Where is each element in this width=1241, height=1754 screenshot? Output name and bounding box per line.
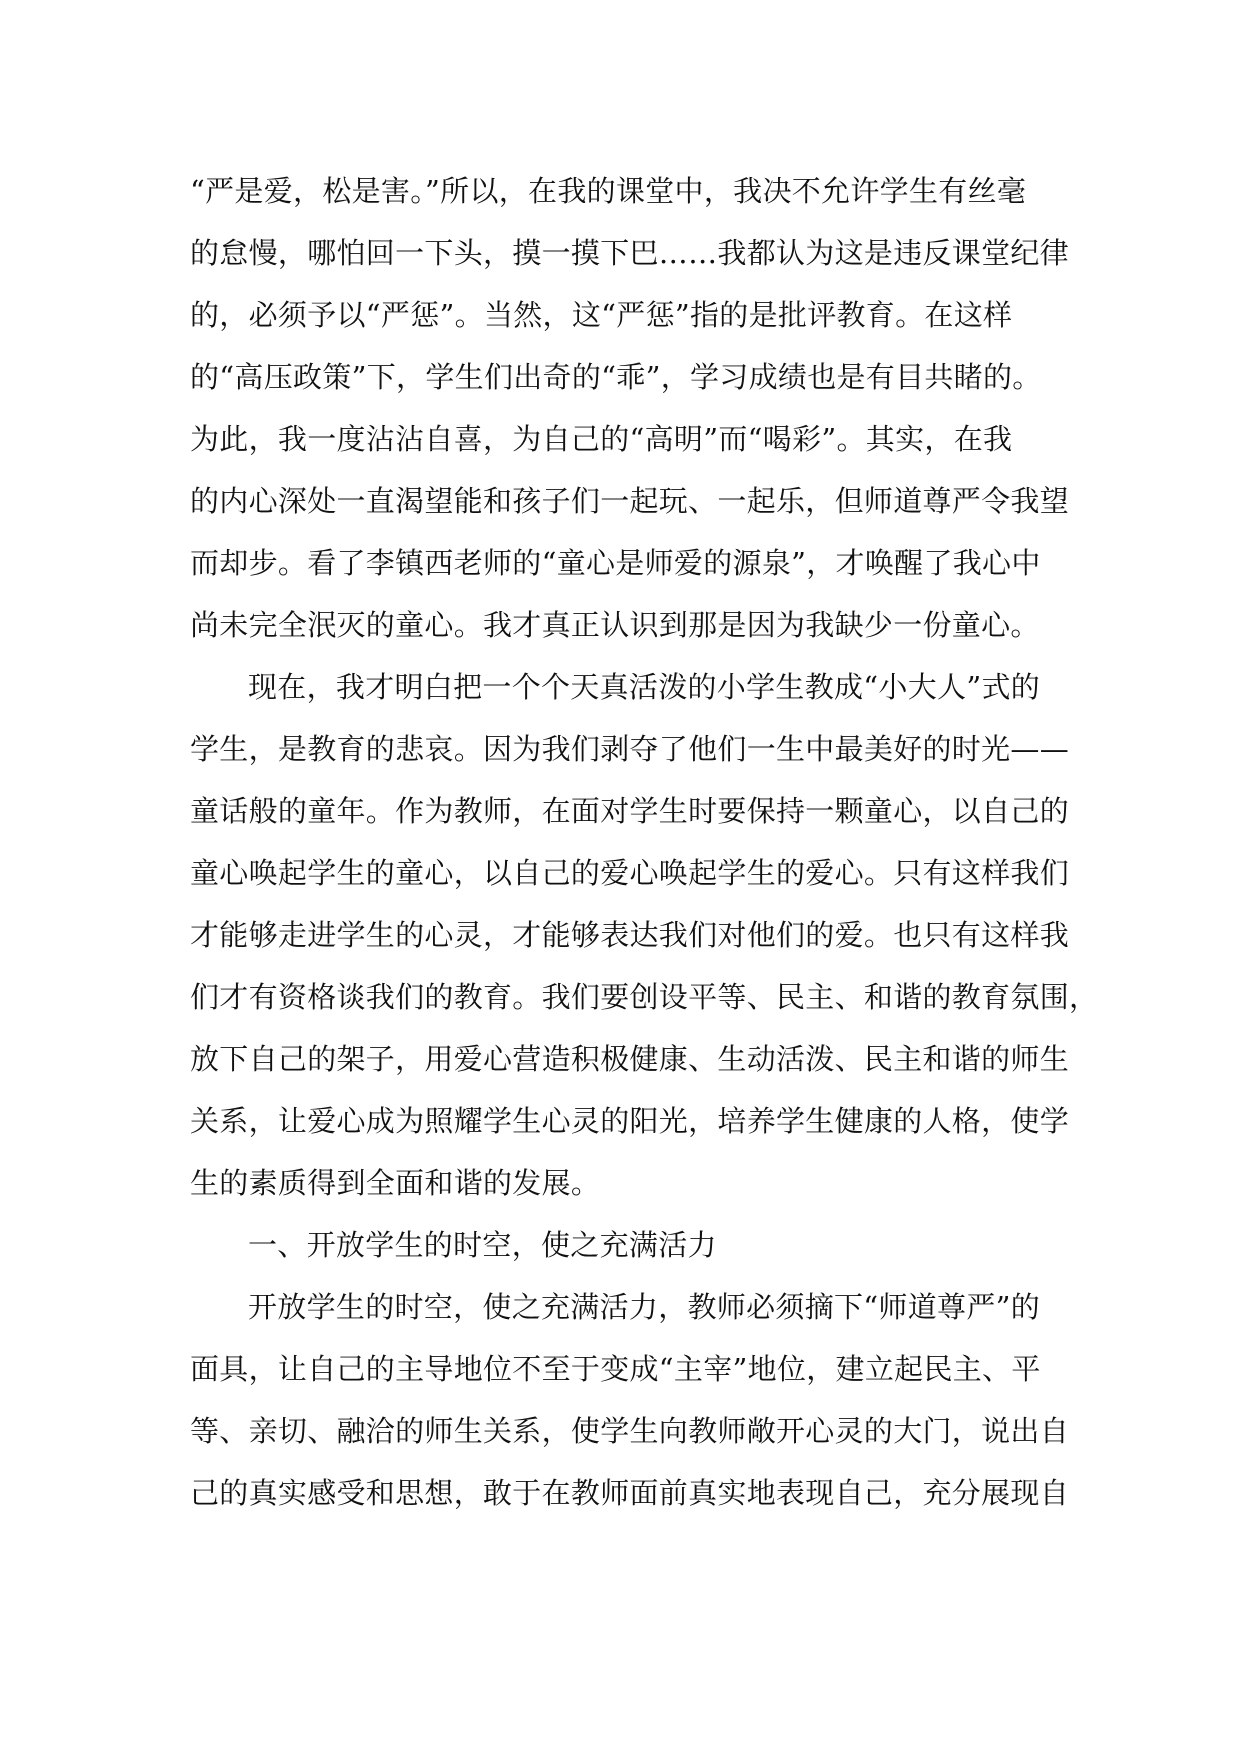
text-line: 放下自己的架子，用爱心营造积极健康、生动活泼、民主和谐的师生 xyxy=(190,1042,1070,1076)
text-line: 们才有资格谈我们的教育。我们要创设平等、民主、和谐的教育氛围， xyxy=(190,980,1099,1014)
text-line: 的，必须予以“严惩”。当然，这“严惩”指的是批评教育。在这样 xyxy=(190,298,1013,332)
text-line: 面具，让自己的主导地位不至于变成“主宰”地位，建立起民主、平 xyxy=(190,1352,1041,1386)
text-line: “严是爱，松是害。”所以，在我的课堂中，我决不允许学生有丝毫 xyxy=(190,174,1027,208)
text-line: 童话般的童年。作为教师，在面对学生时要保持一颗童心，以自己的 xyxy=(190,794,1070,828)
text-line: 己的真实感受和思想，敢于在教师面前真实地表现自己，充分展现自 xyxy=(190,1476,1070,1510)
text-line: 生的素质得到全面和谐的发展。 xyxy=(190,1166,601,1200)
text-line: 才能够走进学生的心灵，才能够表达我们对他们的爱。也只有这样我 xyxy=(190,918,1070,952)
text-line: 的“高压政策”下，学生们出奇的“乖”，学习成绩也是有目共睹的。 xyxy=(190,360,1042,394)
text-line: 的怠慢，哪怕回一下头，摸一摸下巴……我都认为这是违反课堂纪律 xyxy=(190,236,1070,270)
text-line: 尚未完全泯灭的童心。我才真正认识到那是因为我缺少一份童心。 xyxy=(190,608,1040,642)
text-line: 等、亲切、融洽的师生关系，使学生向教师敞开心灵的大门，说出自 xyxy=(190,1414,1070,1448)
paragraph-start-line: 现在，我才明白把一个个天真活泼的小学生教成“小大人”式的 xyxy=(248,670,1041,704)
text-line: 关系，让爱心成为照耀学生心灵的阳光，培养学生健康的人格，使学 xyxy=(190,1104,1070,1138)
text-line: 学生，是教育的悲哀。因为我们剥夺了他们一生中最美好的时光—— xyxy=(190,732,1070,766)
text-line: 而却步。看了李镇西老师的“童心是师爱的源泉”，才唤醒了我心中 xyxy=(190,546,1041,580)
text-line: 的内心深处一直渴望能和孩子们一起玩、一起乐，但师道尊严令我望 xyxy=(190,484,1070,518)
text-line: 为此，我一度沾沾自喜，为自己的“高明”而“喝彩”。其实，在我 xyxy=(190,422,1013,456)
text-line: 童心唤起学生的童心，以自己的爱心唤起学生的爱心。只有这样我们 xyxy=(190,856,1070,890)
paragraph-start-line: 开放学生的时空，使之充满活力，教师必须摘下“师道尊严”的 xyxy=(248,1290,1041,1324)
body-text xyxy=(190,160,1099,1524)
section-heading: 一、开放学生的时空，使之充满活力 xyxy=(248,1228,717,1262)
